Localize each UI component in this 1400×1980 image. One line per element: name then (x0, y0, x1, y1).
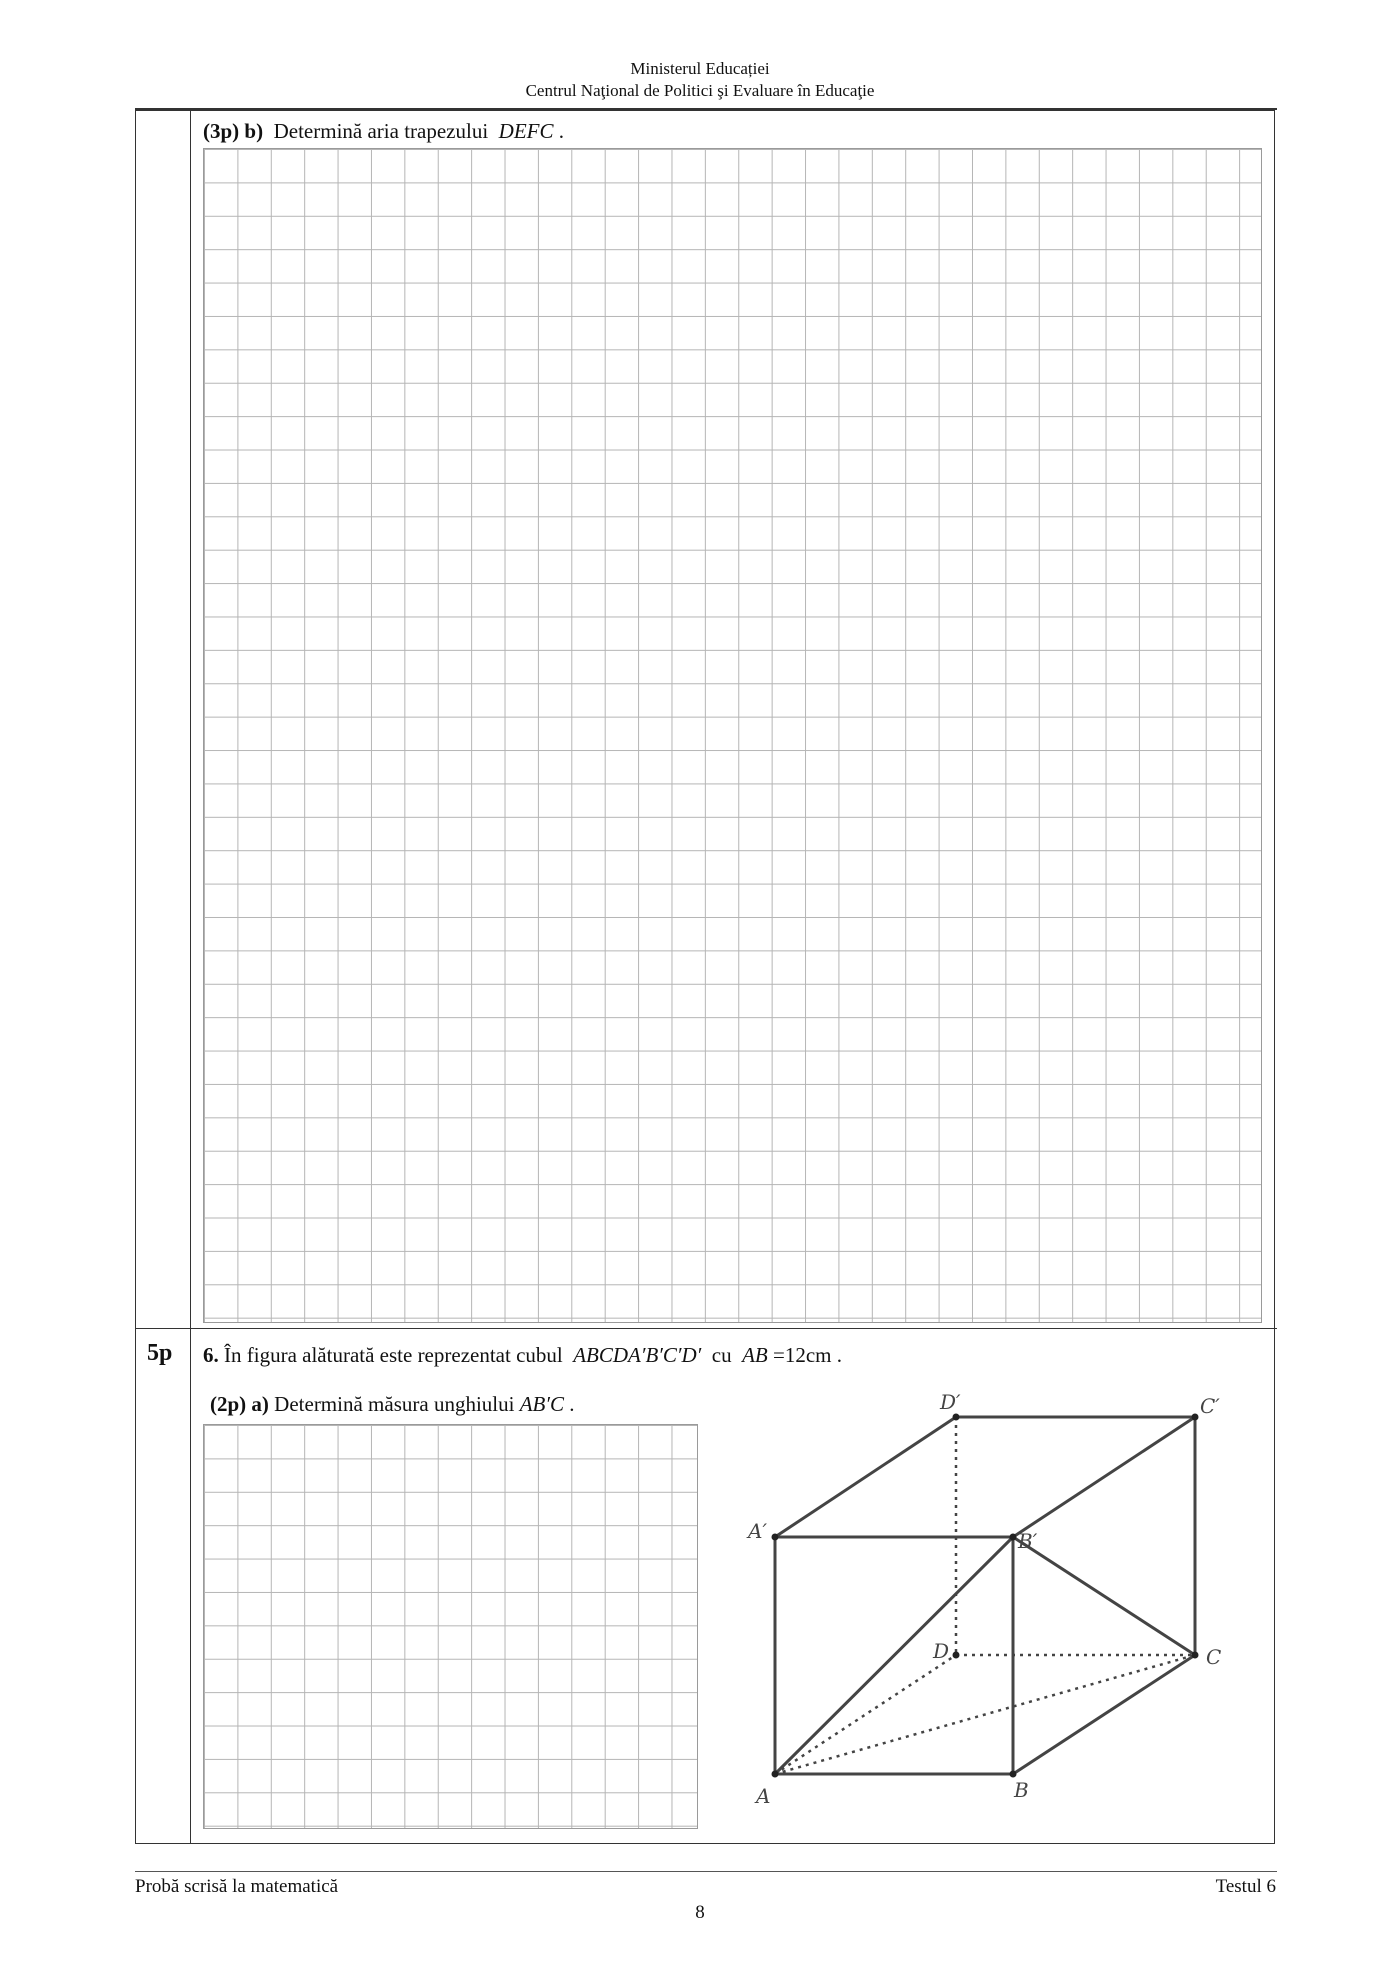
label-b1: B′ (1018, 1529, 1038, 1553)
part-a-text: Determină măsura unghiului (274, 1392, 515, 1416)
part-b-math: DEFC (498, 119, 554, 143)
label-a: A (756, 1784, 771, 1808)
score-column-divider (190, 110, 191, 1844)
hidden-segment-a-c (775, 1655, 1195, 1774)
label-b: B (1014, 1778, 1029, 1802)
segment-b1-c (1013, 1537, 1195, 1655)
label-a1: A′ (748, 1519, 767, 1543)
part-b-points: (3p) (203, 119, 240, 143)
document-header (0, 58, 1400, 102)
header-ministry: Ministerul Educației (630, 59, 770, 78)
part-a-math: AB′C (519, 1392, 564, 1416)
label-d1: D′ (940, 1390, 961, 1414)
label-c: C (1206, 1645, 1222, 1669)
part-b-end: . (558, 119, 564, 143)
page-number: 8 (695, 1902, 705, 1923)
edge-a1-d1 (775, 1417, 956, 1537)
vertex-c (1192, 1652, 1199, 1659)
part-a-prompt (210, 1392, 574, 1417)
q6-cube: ABCDA′B′C′D′ (573, 1343, 702, 1367)
q6-text: În figura alăturată este reprezentat cubul (224, 1343, 563, 1367)
cube-figure (730, 1385, 1230, 1825)
q6-prompt (203, 1343, 842, 1368)
q6-value: 12 (784, 1343, 806, 1367)
part-a-label: a) (251, 1392, 269, 1416)
q6-unit: cm (805, 1343, 832, 1367)
q6-number: 6. (203, 1343, 219, 1367)
footer-exam-name: Probă scrisă la matematică (135, 1876, 339, 1897)
header-center: Centrul Naţional de Politici şi Evaluare în Educaţie (525, 81, 875, 100)
edge-b1-c1 (1013, 1417, 1195, 1537)
row-divider (135, 1328, 1277, 1329)
vertex-d1 (953, 1414, 960, 1421)
q6-eq: = (773, 1343, 785, 1367)
label-c1: C′ (1200, 1394, 1220, 1418)
part-a-points: (2p) (210, 1392, 247, 1416)
vertex-d (953, 1652, 960, 1659)
vertex-a (772, 1771, 779, 1778)
segment-a-b1 (775, 1537, 1013, 1774)
edge-b-c (1013, 1655, 1195, 1774)
part-a-end: . (569, 1392, 575, 1416)
answer-grid-b[interactable] (203, 148, 1262, 1323)
q6-cu: cu (711, 1343, 732, 1367)
footer-rule (135, 1871, 1277, 1872)
vertex-b (1010, 1771, 1017, 1778)
q6-ab: AB (742, 1343, 768, 1367)
part-b-label: b) (244, 119, 264, 143)
part-b-text: Determină aria trapezului (273, 119, 489, 143)
vertex-c1 (1192, 1414, 1199, 1421)
footer-test-number: Testul 6 (1215, 1876, 1276, 1897)
q6-end: . (836, 1343, 842, 1367)
hidden-edge-a-d (775, 1655, 956, 1774)
vertex-a1 (772, 1534, 779, 1541)
vertex-b1 (1010, 1534, 1017, 1541)
label-d: D (933, 1639, 950, 1663)
answer-grid-a[interactable] (203, 1424, 698, 1829)
part-b-prompt (203, 119, 564, 144)
q6-score: 5p (147, 1340, 173, 1366)
